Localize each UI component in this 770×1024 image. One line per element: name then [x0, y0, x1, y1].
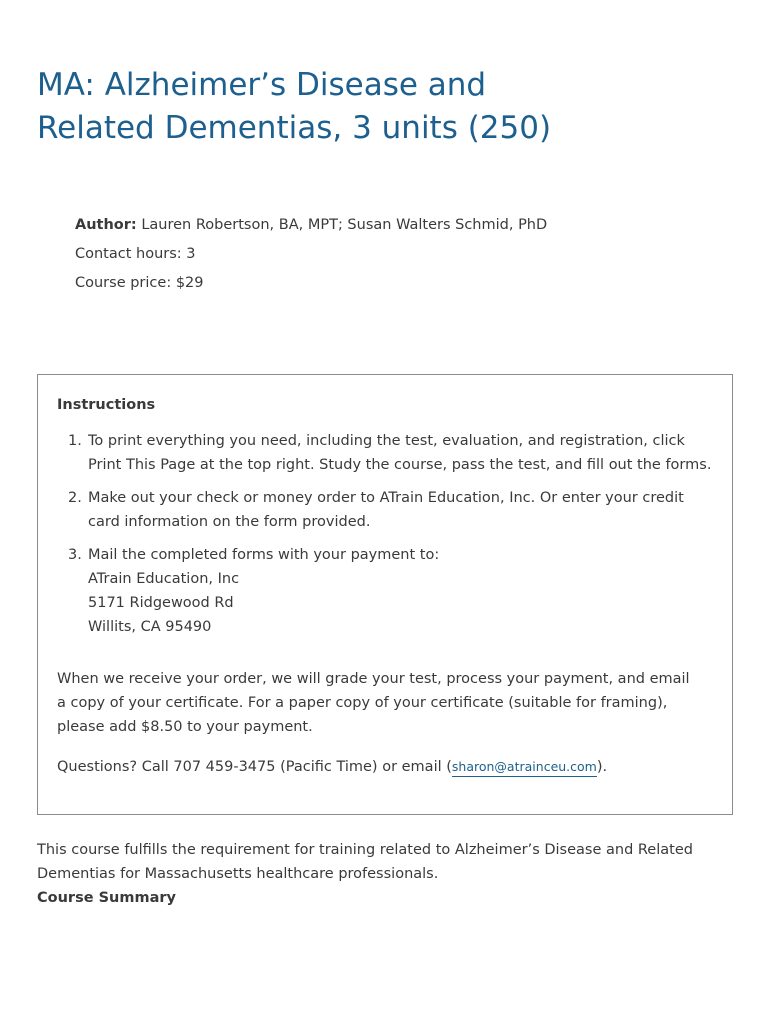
instructions-heading: Instructions: [57, 397, 156, 413]
title-line-2: Related Dementias, 3 units (250): [37, 110, 552, 146]
address-line: Willits, CA 95490: [88, 619, 212, 635]
step-number: 2.: [68, 490, 82, 506]
step-text: Make out your check or money order to ATrain Education, Inc. Or enter your credit card information on the form provided.: [88, 490, 684, 530]
contact-hours: Contact hours: 3: [75, 246, 196, 262]
step-number: 3.: [68, 547, 82, 563]
instruction-step-1: [57, 429, 719, 477]
course-meta: [75, 211, 547, 298]
author-value: Lauren Robertson, BA, MPT; Susan Walters Schmid, PhD: [141, 217, 548, 233]
questions-paragraph: [57, 755, 697, 779]
page-title: [37, 64, 737, 150]
instruction-step-3: [57, 543, 719, 639]
instructions-list: [57, 429, 719, 639]
questions-prefix: Questions? Call 707 459-3475 (Pacific Time) or email (: [57, 759, 452, 775]
title-line-1: MA: Alzheimer’s Disease and: [37, 67, 487, 103]
instructions-box: [37, 374, 733, 815]
address-line: 5171 Ridgewood Rd: [88, 595, 234, 611]
step-text: Mail the completed forms with your payment to:: [88, 547, 440, 563]
step-number: 1.: [68, 433, 82, 449]
course-footer: [37, 838, 737, 910]
instruction-step-2: [57, 486, 719, 534]
mailing-address: [88, 567, 719, 639]
course-summary-heading: Course Summary: [37, 890, 176, 906]
questions-suffix: ).: [596, 759, 608, 775]
course-price: Course price: $29: [75, 275, 204, 291]
address-line: ATrain Education, Inc: [88, 571, 240, 587]
author-label: Author:: [75, 217, 137, 233]
email-link[interactable]: sharon@atrainceu.com: [452, 759, 597, 777]
requirement-text: This course fulfills the requirement for training related to Alzheimer’s Disease and Related Dementias for Massachusetts healthcare professionals.: [37, 842, 693, 882]
step-text: To print everything you need, including the test, evaluation, and registration, click Print This Page at the top right. Study the course, pass the test, and fill out the forms.: [88, 433, 712, 473]
grading-paragraph: When we receive your order, we will grade your test, process your payment, and email a copy of your certificate. For a paper copy of your certificate (suitable for framing), please add $8.50 to your payment.: [57, 671, 690, 735]
author-row: [75, 211, 547, 240]
